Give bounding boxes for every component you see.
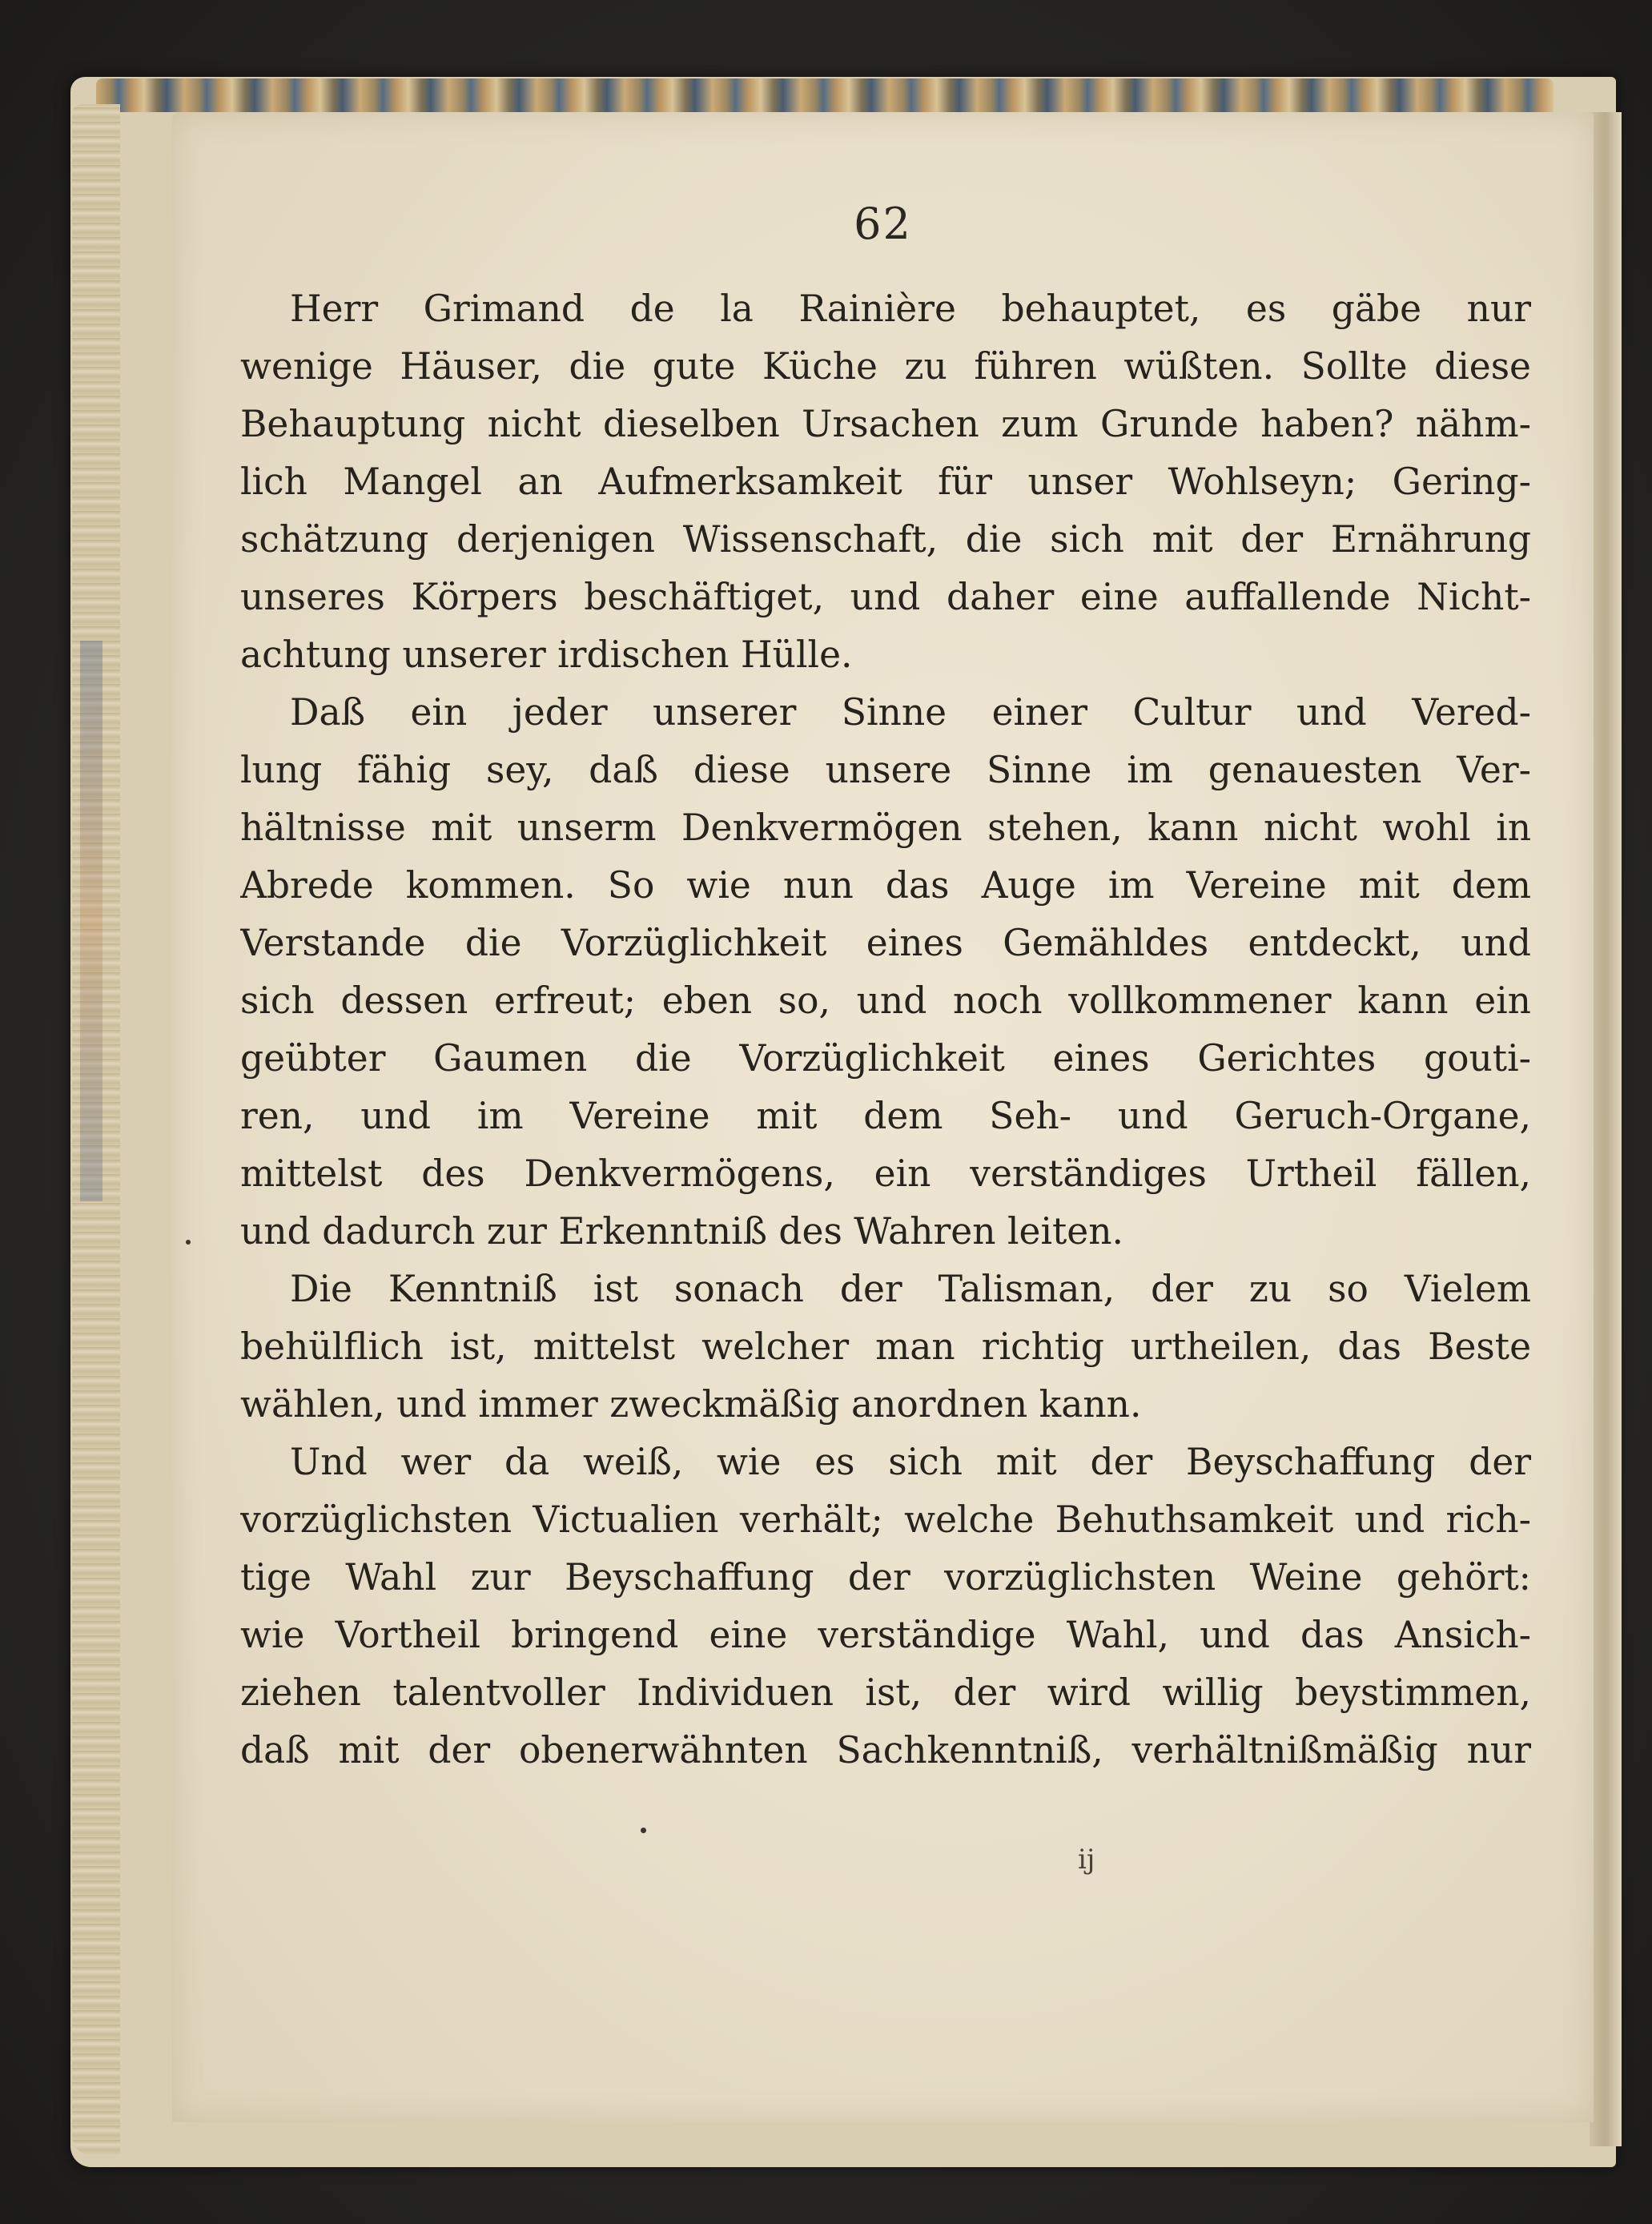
text-line: wie Vortheil bringend eine verständige Wahl, und das Ansich- (240, 1614, 1531, 1656)
page-number: 62 (854, 199, 912, 249)
text-line: Und wer da weiß, wie es sich mit der Beyschaffung der (290, 1441, 1531, 1483)
text-line: daß mit der obenerwähnten Sachkenntniß, verhältnißmäßig nur (240, 1729, 1531, 1772)
text-line: lich Mangel an Aufmerksamkeit für unser Wohlseyn; Gering- (240, 460, 1531, 503)
ink-speck (641, 1828, 646, 1833)
text-line: hältnisse mit unserm Denkvermögen stehen, kann nicht wohl in (240, 806, 1531, 849)
text-line: wenige Häuser, die gute Küche zu führen wüßten. Sollte diese (240, 345, 1531, 388)
page-text (240, 280, 1531, 1780)
text-line: lung fähig sey, daß diese unsere Sinne im genauesten Ver- (240, 749, 1531, 791)
text-line: vorzüglichsten Victualien verhält; welche Behuthsamkeit und rich- (240, 1498, 1531, 1541)
text-line: achtung unserer irdischen Hülle. (240, 633, 853, 676)
marbled-cover-edge (96, 78, 1554, 112)
cover-tint (80, 641, 102, 1201)
ink-speck (186, 1240, 191, 1245)
text-line: wählen, und immer zweckmäßig anordnen kann. (240, 1383, 1142, 1426)
text-line: mittelst des Denkvermögens, ein verständiges Urtheil fällen, (240, 1152, 1531, 1195)
text-line: Herr Grimand de la Rainière behauptet, es gäbe nur (290, 288, 1531, 330)
text-line: behülflich ist, mittelst welcher man richtig urtheilen, das Beste (240, 1325, 1531, 1368)
text-line: und dadurch zur Erkenntniß des Wahren leiten. (240, 1210, 1123, 1253)
text-line: ren, und im Vereine mit dem Seh- und Geruch-Organe, (240, 1095, 1531, 1137)
text-line: schätzung derjenigen Wissenschaft, die sich mit der Ernährung (240, 518, 1531, 561)
text-line: Verstande die Vorzüglichkeit eines Gemähldes entdeckt, und (240, 922, 1531, 964)
text-line: Daß ein jeder unserer Sinne einer Cultur und Vered- (290, 691, 1531, 734)
text-line: Die Kenntniß ist sonach der Talisman, der zu so Vielem (290, 1268, 1531, 1310)
text-line: Behauptung nicht dieselben Ursachen zum Grunde haben? nähm- (240, 403, 1531, 445)
text-line: sich dessen erfreut; eben so, und noch vollkommener kann ein (240, 979, 1531, 1022)
text-line: Abrede kommen. So wie nun das Auge im Vereine mit dem (240, 864, 1531, 907)
book-gutter (1590, 112, 1622, 2146)
text-line: ziehen talentvoller Individuen ist, der wird willig beystimmen, (240, 1671, 1531, 1714)
text-line: unseres Körpers beschäftiget, und daher eine auffallende Nicht- (240, 576, 1531, 618)
text-line: geübter Gaumen die Vorzüglichkeit eines Gerichtes gouti- (240, 1037, 1531, 1080)
signature-mark: ij (1078, 1844, 1095, 1876)
text-line: tige Wahl zur Beyschaffung der vorzüglichsten Weine gehört: (240, 1556, 1531, 1599)
